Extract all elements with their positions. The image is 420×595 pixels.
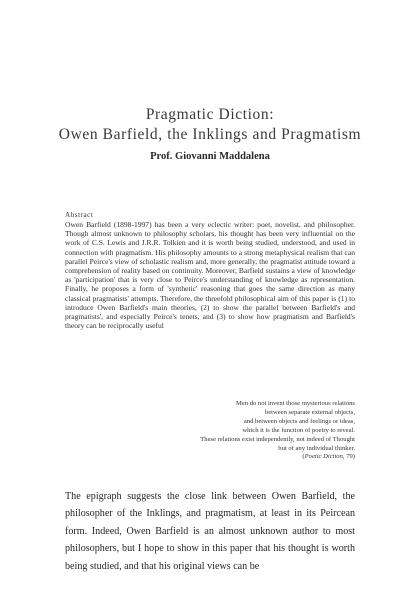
epigraph-source: [125, 453, 355, 462]
epigraph-line: These relations exist independently, not indeed of Thought: [200, 435, 355, 443]
epigraph-source-title: Poetic Diction: [304, 453, 343, 461]
body-paragraph: The epigraph suggests the close link between Owen Barfield, the philosopher of the Inklings, and pragmatism, at least in its Peircean form. Indeed, Owen Barfield is an almost unknown author to most philosophers, but I hope to show in this paper that his thought is worth being studied, and that his original views can be: [65, 491, 355, 572]
abstract-label: Abstract: [65, 211, 94, 219]
article-title-line-2: Owen Barfield, the Inklings and Pragmatism: [58, 126, 362, 143]
article-title-line-1: Pragmatic Diction:: [145, 106, 275, 123]
epigraph-line: between separate external objects,: [264, 408, 355, 416]
epigraph: [125, 400, 355, 462]
epigraph-source-open: (: [302, 453, 305, 461]
epigraph-line: but of any individual thinker.: [278, 444, 355, 452]
abstract-text: Owen Barfield (1898-1997) has been a very eclectic writer: poet, novelist, and philosopher. Though almost unknown to philosophy scholars, his thought has been very influential on the work of C.S. Lewis and J.R.R. Tolkien and it is worth being studied, understood, and used in connection with pragmatism. His philosophy amounts to a strong metaphysical realism that can parallel Peirce's view of scholastic realism and, more generally, the pragmatist attitude toward a comprehension of reality based on continuity. Moreover, Barfield sustains a view of knowledge as 'participation' that is very close to Peirce's understanding of knowledge as representation. Finally, he proposes a form of 'synthetic' reasoning that goes the same direction as many classical pragmatists' attempts. Therefore, the threefold philosophical aim of this paper is (1) to introduce Owen Barfield's main theories, (2) to show the parallel between Barfield's and pragmatists', and especially Peirce's tenets, and (3) to show how pragmatism and Barfield's theory can be reciprocally useful: [65, 220, 355, 331]
author-name: Prof. Giovanni Maddalena: [150, 151, 270, 162]
epigraph-line: which it is the function of poetry to reveal.: [242, 426, 355, 434]
epigraph-source-close: , 79): [342, 453, 355, 461]
epigraph-line: and between objects and feelings or ideas,: [243, 417, 355, 425]
epigraph-line: Men do not invent those mysterious relations: [235, 400, 355, 407]
